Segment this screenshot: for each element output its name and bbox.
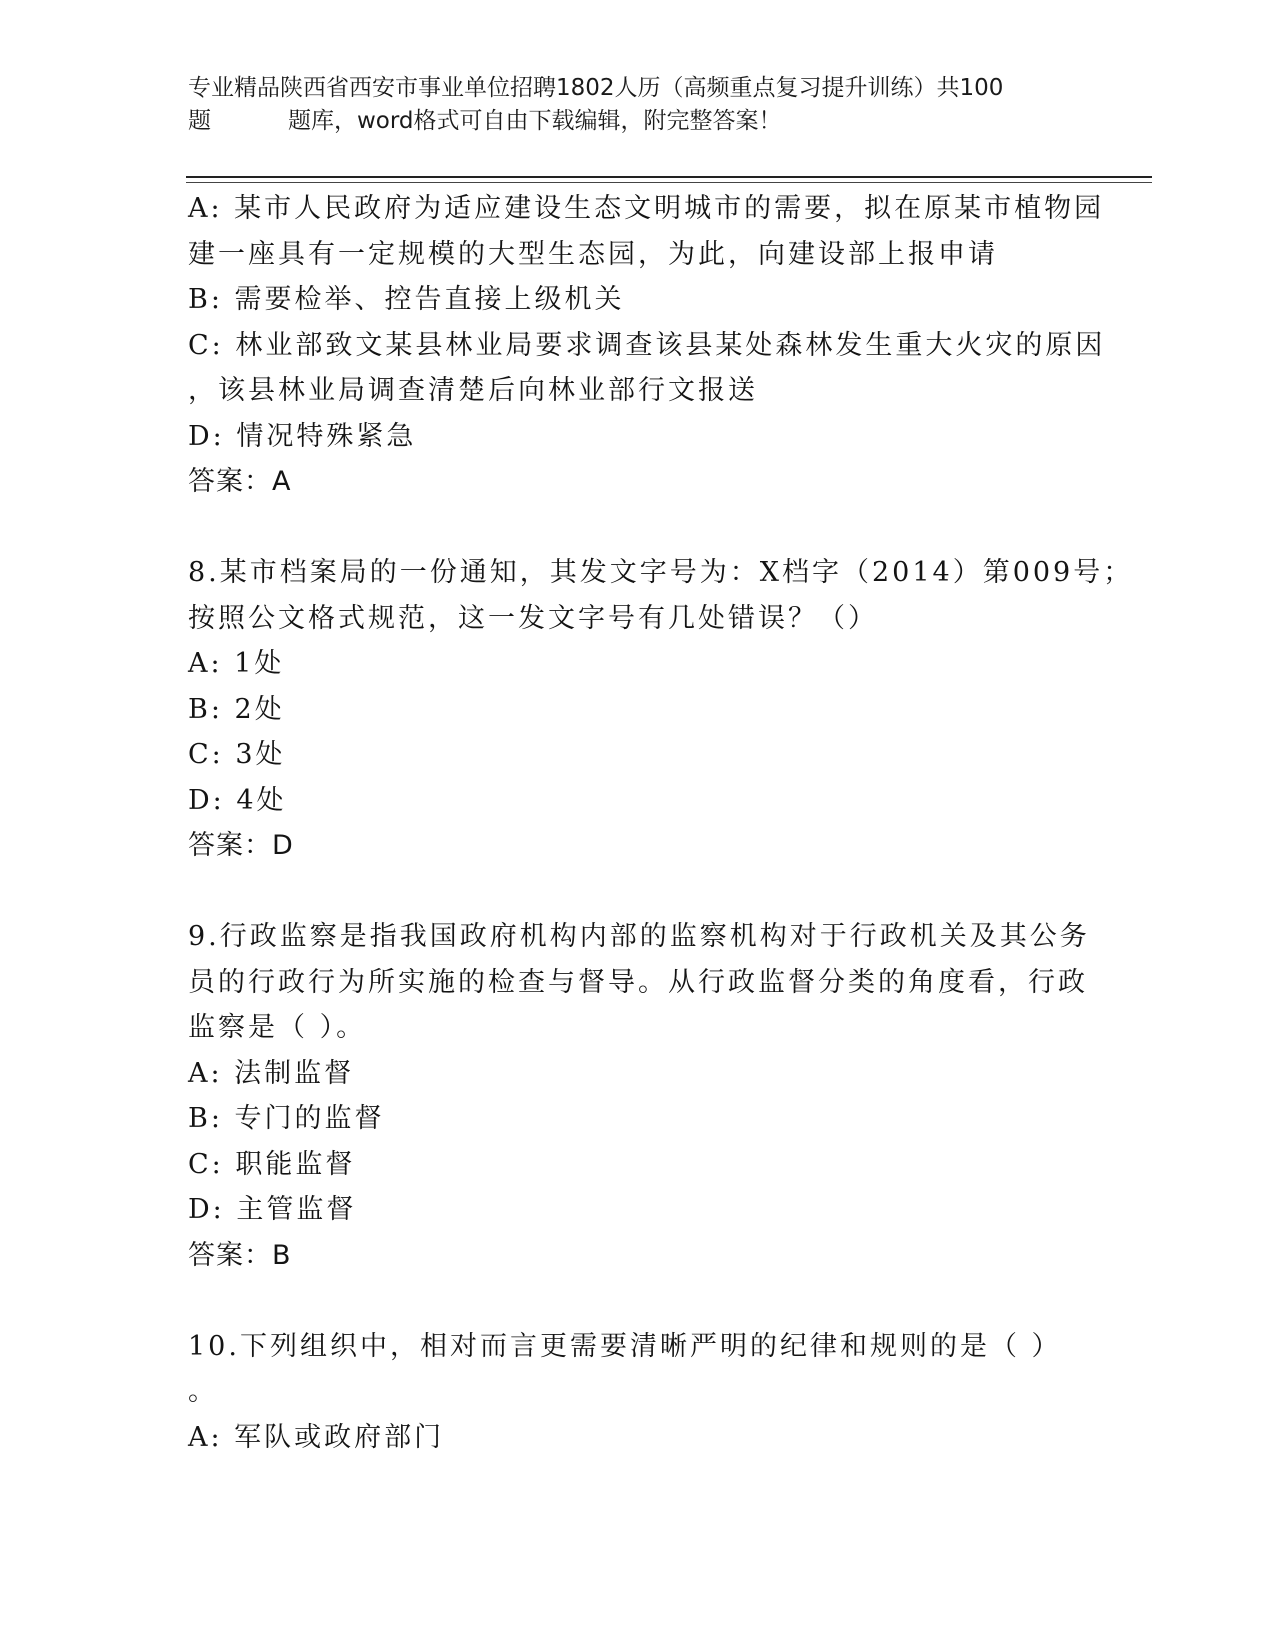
- q9-option-c: C: 职能监督: [188, 1148, 356, 1180]
- question-content: [188, 186, 1134, 1460]
- header-title-rest: 题库，word格式可自由下载编辑，附完整答案！: [288, 108, 782, 134]
- spacer: [188, 505, 1088, 551]
- q7-option-b: B: 需要检举、控告直接上级机关: [188, 284, 625, 315]
- q10-stem-line-1: 10.下列组织中，相对而言更需要清晰严明的纪律和规则的是（ ）: [188, 1330, 1062, 1362]
- q9-option-a: A: 法制监督: [188, 1057, 355, 1089]
- q7-option-a-line-2: 建一座具有一定规模的大型生态园，为此，向建设部上报申请: [188, 238, 998, 270]
- q7-option-c-line-2: ，该县林业局调查清楚后向林业部行文报送: [188, 375, 758, 406]
- q9-stem-line-2: 员的行政行为所实施的检查与督导。从行政监督分类的角度看，行政: [188, 966, 1088, 998]
- q9-answer: 答案：B: [188, 1239, 292, 1271]
- q7-option-d: D: 情况特殊紧急: [188, 420, 417, 452]
- header-title-lead: 题: [188, 108, 211, 134]
- q8-answer: 答案：D: [188, 830, 294, 861]
- spacer: [188, 1278, 1088, 1324]
- header-title-line-2: [188, 105, 1068, 138]
- q8-option-a: A: 1处: [188, 648, 285, 679]
- q7-answer: 答案：A: [188, 466, 292, 497]
- header-title-line-1: 专业精品陕西省西安市事业单位招聘1802人历（高频重点复习提升训练）共100: [188, 75, 1004, 101]
- q10-option-a: A: 军队或政府部门: [188, 1421, 445, 1453]
- header-divider: [186, 176, 1152, 178]
- q9-stem-line-1: 9.行政监察是指我国政府机构内部的监察机构对于行政机关及其公务: [188, 921, 1090, 952]
- q9-option-d: D: 主管监督: [188, 1194, 357, 1225]
- header-divider-thin: [186, 182, 1152, 183]
- document-header: [188, 72, 1068, 138]
- q10-stem-line-2: 。: [188, 1376, 218, 1407]
- q8-option-d: D: 4处: [188, 784, 287, 816]
- spacer: [188, 869, 1088, 915]
- q8-option-c: C: 3处: [188, 739, 286, 770]
- q7-option-a-line-1: A: 某市人民政府为适应建设生态文明城市的需要，拟在原某市植物园: [188, 193, 1105, 224]
- q8-stem-line-2: 按照公文格式规范，这一发文字号有几处错误？（）: [188, 602, 878, 634]
- q9-option-b: B: 专门的监督: [188, 1103, 385, 1134]
- q8-stem-line-1: 8.某市档案局的一份通知，其发文字号为：X档字（2014）第009号；: [188, 557, 1134, 588]
- q7-option-c-line-1: C: 林业部致文某县林业局要求调查该县某处森林发生重大火灾的原因: [188, 329, 1106, 361]
- q9-stem-line-3: 监察是（ ）。: [188, 1012, 367, 1043]
- q8-option-b: B: 2处: [188, 693, 285, 725]
